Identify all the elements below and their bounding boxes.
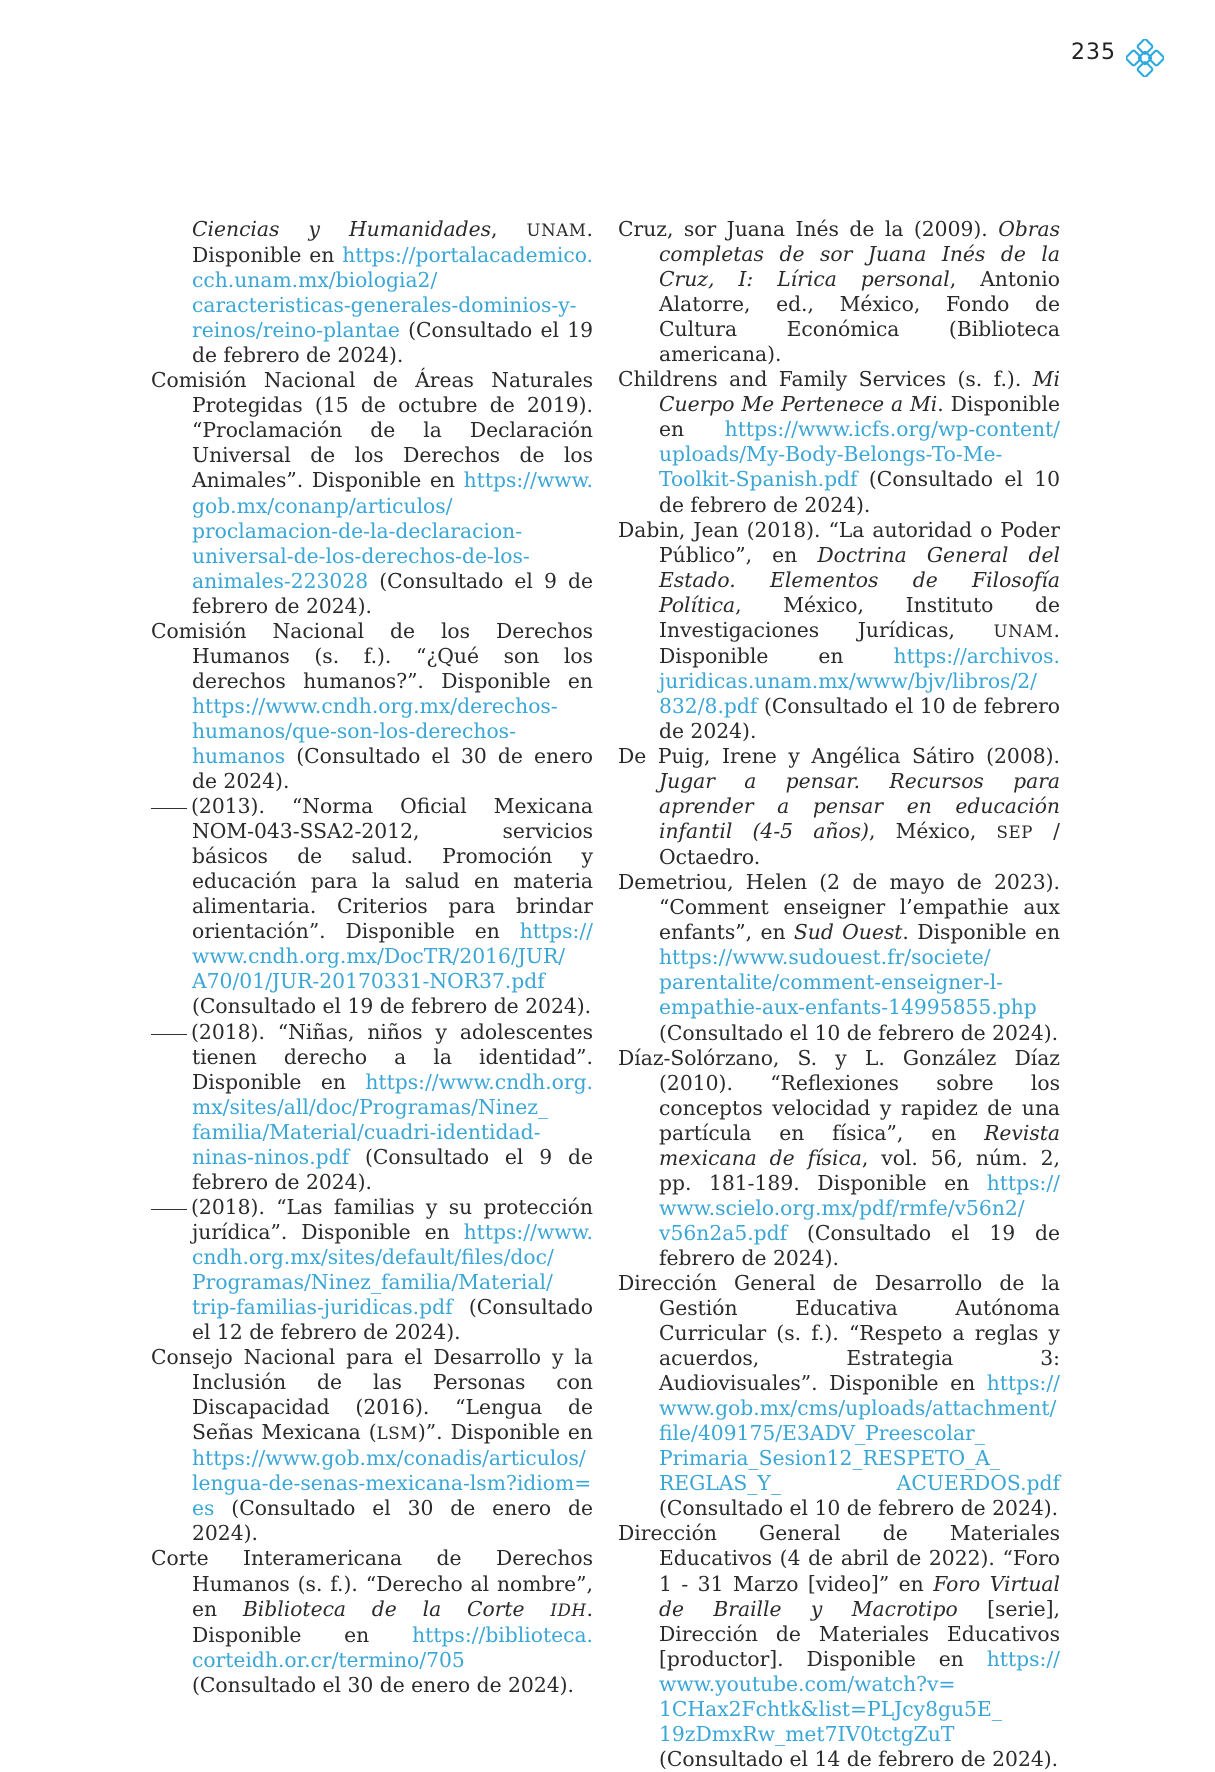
- page-number: 235: [1071, 40, 1116, 65]
- reference-text: ,: [491, 217, 527, 241]
- reference-entry: [618, 1046, 1060, 1271]
- reference-text: )”. Disponible en: [417, 1420, 593, 1445]
- reference-text: . Disponible en: [659, 617, 1060, 668]
- reference-entry: [151, 1546, 593, 1697]
- reference-text: [serie], Dirección de Materiales Educativos [productor]. Disponible en: [659, 1596, 1060, 1671]
- reference-link[interactable]: https:/​/​www.​icfs.​org/​wp-​content/​uploads/​My-​Body-​Belongs-​To-​Me-​Toolkit-​Spanish.​pdf: [659, 417, 1060, 492]
- references-right-column: [618, 217, 1060, 1772]
- reference-entry: [151, 619, 593, 794]
- same-author-dash: [151, 1209, 187, 1210]
- reference-link[interactable]: https:/​/​www.​gob.​mx/​conanp/​articulos/​proclamacion-​de-​la-​declaracion-​universal-​de-​los-​derechos-​de-​los-​animales-​223028: [192, 468, 593, 593]
- reference-text: / Octaedro.: [659, 819, 1060, 870]
- reference-link[interactable]: https:/​/​archivos.​juridicas.​unam.​mx/​www/​bjv/​libros/​2/​832/​8.​pdf: [659, 643, 1060, 718]
- reference-text: Demetriou, Helen (2 de mayo de 2023). “Comment enseigner l’empathie aux enfants”, en: [618, 870, 1060, 945]
- reference-title: Revista mexicana de física: [659, 1120, 1060, 1170]
- reference-text: De Puig, Irene y Angélica Sátiro (2008).: [618, 743, 1060, 768]
- reference-text: Consejo Nacional para el Desarrollo y la Inclusión de las Personas con Discapacidad (2016). “Lengua de Señas Mexicana (: [151, 1345, 593, 1445]
- reference-text: (Consultado el 9 de febrero de 2024).: [192, 1144, 593, 1194]
- reference-text: UNAM: [993, 621, 1054, 641]
- reference-entry: [618, 1271, 1060, 1521]
- reference-text: Childrens and Family Services (s. f.).: [618, 367, 1033, 392]
- reference-text: , vol. 56, núm. 2, pp. 181-189. Disponible en: [659, 1145, 1060, 1195]
- reference-entry: [618, 217, 1060, 367]
- reference-text: . Disponible en: [659, 392, 1060, 442]
- flower-logo-icon: [1126, 39, 1164, 77]
- reference-text: (2018). “Niñas, niños y adolescentes tienen derecho a la identidad”. Disponible en: [191, 1019, 593, 1094]
- same-author-dash: [151, 808, 187, 809]
- reference-text: (Consultado el 30 de enero de 2024).: [192, 743, 593, 794]
- reference-text: (Consultado el 14 de febrero de 2024).: [659, 1746, 1059, 1771]
- reference-text: . Disponible en: [902, 920, 1061, 945]
- reference-text: Corte Interamericana de Derechos Humanos (s. f.). “Derecho al nombre”, en: [151, 1546, 593, 1621]
- reference-entry: [151, 1020, 593, 1195]
- reference-title: Jugar a pensar. Recursos para aprender a pensar en educación infantil (4-5 años): [659, 769, 1060, 844]
- reference-title: Obras completas de sor Juana Inés de la Cruz, I: Lírica personal: [659, 217, 1060, 292]
- reference-text: , México, Instituto de Investigaciones Jurídicas,: [659, 592, 1060, 642]
- reference-text: Comisión Nacional de los Derechos Humanos (s. f.). “¿Qué son los derechos humanos?”. Disponible en: [151, 618, 593, 693]
- reference-title: Mi Cuerpo Me Pertenece a Mi: [659, 367, 1060, 417]
- reference-text: (Consultado el 10 de febrero de 2024).: [659, 693, 1060, 743]
- reference-entry: [618, 1521, 1060, 1771]
- reference-entry: [151, 217, 593, 368]
- reference-text: (Consultado el 30 de enero de 2024).: [192, 1496, 593, 1546]
- reference-title: Doctrina General del Estado. Elementos de Filosofía Política: [659, 542, 1060, 617]
- references-left-column: [151, 217, 593, 1698]
- reference-entry: [618, 744, 1060, 870]
- reference-text: (Consultado el 12 de febrero de 2024).: [192, 1295, 593, 1345]
- reference-title: Sud Ouest: [793, 920, 903, 945]
- reference-text: Dabin, Jean (2018). “La autoridad o Poder Público”, en: [618, 517, 1060, 567]
- reference-link[interactable]: https:/​/​portalacademico.​cch.​unam.​mx/​biologia2/​caracteristicas-​generales-​dominios-​y-​reinos/​reino-​plantae: [192, 243, 593, 343]
- reference-title: Ciencias y Humanidades: [192, 217, 492, 241]
- reference-link[interactable]: https:/​/​www.​cndh.​org.​mx/​sites/​all/​doc/​Programas/​Ninez_​familia/​Material/​cuadri-​identidad-​ninas-​ninos.​pdf: [192, 1069, 593, 1169]
- reference-text: Comisión Nacional de Áreas Naturales Protegidas (15 de octubre de 2019). “Proclamación de la Declaración Universal de los Derechos de los Animales”. Disponible en: [151, 368, 593, 493]
- reference-link[interactable]: https:/​/​www.​youtube.​com/​watch?​v=​1CHax2Fchtk&​list=​PLJcy8gu5E_​19zDmxRw_​met7IV0tctgZuT: [659, 1646, 1060, 1746]
- reference-entry: [618, 518, 1060, 744]
- reference-text: (Consultado el 10 de febrero de 2024).: [659, 467, 1060, 517]
- reference-text: (Consultado el 19 de febrero de 2024).: [192, 994, 592, 1019]
- reference-title: Biblioteca de la Corte: [242, 1596, 551, 1621]
- reference-text: Díaz-Solórzano, S. y L. González Díaz (2010). “Reflexiones sobre los conceptos velocidad y rapidez de una partícula en física”, en: [618, 1045, 1060, 1145]
- reference-text: Dirección General de Desarrollo de la Gestión Educativa Autónoma Curricular (s. f.). “Respeto a reglas y acuerdos, Estrategia 3: Audiovisuales”. Disponible en: [618, 1270, 1060, 1396]
- reference-title: IDH: [550, 1600, 587, 1620]
- reference-link[interactable]: https:/​/​biblioteca.​corteidh.​or.​cr/​termino/​705: [192, 1622, 593, 1672]
- reference-entry: [151, 368, 593, 618]
- reference-link[interactable]: https:/​/​www.​gob.​mx/​cms/​uploads/​attachment/​file/​409175/​E3ADV_​Preescolar_​Primaria_​Sesion12_​RESPETO_​A_​REGLAS_​Y_​ ACUERDOS.​pdf: [659, 1371, 1060, 1496]
- reference-entry: [151, 1195, 593, 1345]
- reference-link[interactable]: https:/​/​www.​scielo.​org.​mx/​pdf/​rmfe/​v56n2/​v56n2a5.​pdf: [659, 1170, 1060, 1245]
- reference-text: . Disponible en: [192, 1596, 593, 1647]
- reference-text: (Consultado el 10 de febrero de 2024).: [659, 1496, 1059, 1521]
- reference-entry: [151, 1345, 593, 1546]
- reference-link[interactable]: https:/​/​www.​sudouest.​fr/​societe/​parentalite/​comment-​enseigner-​l-​empathie-​aux-​enfants-​14995855.​php: [659, 945, 1037, 1020]
- reference-text: Cruz, sor Juana Inés de la (2009).: [618, 217, 999, 241]
- reference-text: UNAM: [526, 221, 587, 240]
- reference-text: SEP: [996, 823, 1033, 843]
- reference-text: (Consultado el 19 de febrero de 2024).: [192, 318, 593, 368]
- reference-link[interactable]: https:/​/​www.​cndh.​org.​mx/​sites/​default/​files/​doc/​Programas/​Ninez_​familia/​Material/​trip-​familias-​juridicas.​pdf: [192, 1219, 593, 1320]
- reference-text: (Consultado el 19 de febrero de 2024).: [659, 1220, 1060, 1270]
- reference-text: (Consultado el 9 de febrero de 2024).: [192, 568, 593, 618]
- reference-link[interactable]: https:/​/​www.​gob.​mx/​conadis/​articulos/​lengua-​de-​senas-​mexicana-​lsm?​idiom=​es: [192, 1446, 592, 1521]
- reference-text: (Consultado el 30 de enero de 2024).: [192, 1672, 574, 1697]
- reference-entry: [618, 367, 1060, 517]
- reference-title: Foro Virtual de Braille y Macrotipo: [659, 1571, 1060, 1621]
- same-author-dash: [151, 1034, 187, 1035]
- reference-text: (Consultado el 10 de febrero de 2024).: [659, 1020, 1059, 1045]
- reference-link[interactable]: https:/​/​www.​cndh.​org.​mx/​derechos-​humanos/​que-​son-​los-​derechos-​humanos: [192, 693, 558, 768]
- reference-text: , Antonio Alatorre, ed., México, Fondo de Cultura Económica (Biblioteca americana).: [659, 267, 1060, 367]
- reference-text: , México,: [868, 819, 997, 844]
- reference-text: Dirección General de Materiales Educativos (4 de abril de 2022). “Foro 1 - 31 Marzo [video]” en: [618, 1521, 1060, 1596]
- reference-text: . Disponible en: [192, 217, 593, 268]
- reference-entry: [618, 870, 1060, 1045]
- reference-text: (2018). “Las familias y su protección jurídica”. Disponible en: [191, 1194, 593, 1244]
- reference-link[interactable]: https:/​/​www.​cndh.​org.​mx/​DocTR/​2016/​JUR/​A70/​01/​JUR-​20170331-​NOR37.​pdf: [192, 919, 593, 994]
- reference-text: LSM: [376, 1424, 418, 1444]
- reference-text: (2013). “Norma Oficial Mexicana NOM-043-SSA2-2012, servicios básicos de salud. Promoción y educación para la salud en materia alimentaria. Criterios para brindar orientación”. Disponible en: [191, 794, 593, 944]
- reference-entry: [151, 794, 593, 1019]
